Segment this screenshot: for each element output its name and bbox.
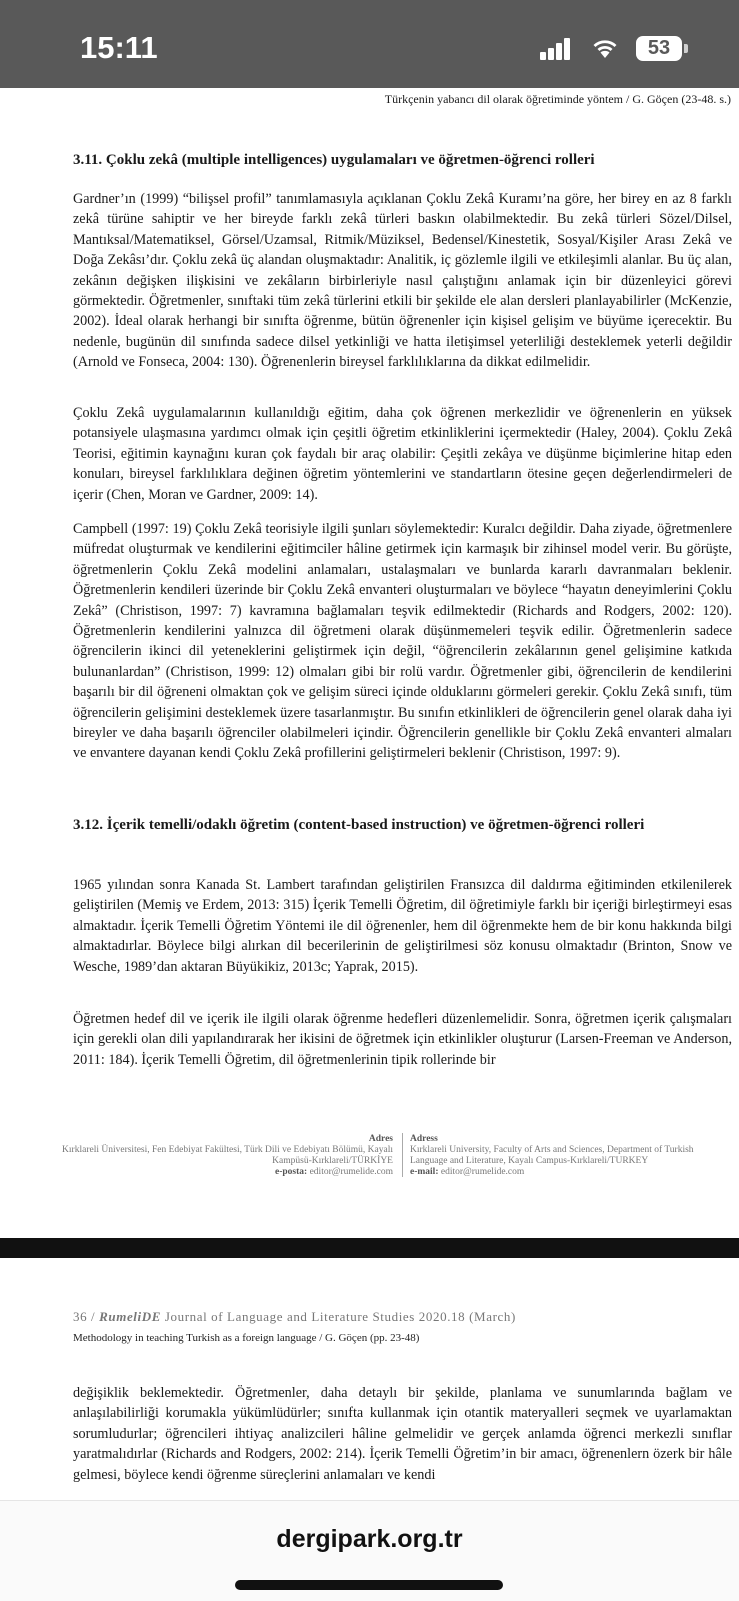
clock: 15:11 bbox=[80, 30, 158, 65]
footer-heading: Adres bbox=[368, 1134, 393, 1144]
footer-address: Kırklareli Üniversitesi, Fen Edebiyat Fakültesi, Türk Dili ve Edebiyatı Bölümü, Kayalı Kampüsü-Kırklareli/TÜRKİYE bbox=[62, 1145, 393, 1166]
paragraph: Gardner’ın (1999) “bilişsel profil” tanımlamasıyla açıklanan Çoklu Zekâ Kuramı’na göre, her birey en az 8 farklı zekâ türüne sahiptir ve her bireyde farklı zekâ türleri baskın olabilmektedir. Bu zekâ türleri Sözel/Dilsel, Mantıksal/Matematiksel, Görsel/Uzamsal, Ritmik/Müziksel, Bedensel/Kinestetik, Sosyal/Kişiler Arası Zekâ ve Doğa Zekâsı’dır. Çoklu zekâ üç alandan oluşmaktadır: Analitik, iç gözlemle ilgili ve etkileşimli alanlar. Bu üç alan, zekânın değişken ilişkisini ve zekâların birbirleriyle nasıl çalıştığını anlamak için bir düzenleyici görevi görmektedir. Öğretmenler, sınıftaki tüm zekâ türlerini etkili bir şekilde ele alan dersleri planlayabilirler (McKenzie, 2002). İdeal olarak herhangi bir sınıfta öğrenme, bütün öğrenenler için kişisel gelişim ve büyüme içerecektir. Bu nedenle, bugünün dil sınıfında sadece dilsel yetkinliği ve hatta iletişimsel yeterliliği desteklemek yeterli değildir (Arnold ve Fonseca, 2004: 130). Öğrenenlerin bireysel farklılıklarına da dikkat edilmelidir. bbox=[73, 191, 732, 371]
wifi-icon bbox=[590, 34, 620, 60]
paragraph: 1965 yılından sonra Kanada St. Lambert tarafından geliştirilen Fransızca dil daldırma eğitiminden etkilenilerek geliştirilen (Memiş ve Erdem, 2013: 315) İçerik Temelli Öğretim, dil öğretimiyle farklı bir içeriği birleştirmeyi esas almaktadır. İçerik Temelli Öğretim Yöntemi ile dil öğrenenler, hem dil öğrenmekte hem de bir konu hakkında bilgi almaktadırlar. Böylece bilgi alırkan dil becerilerinin de geliştirilmesi söz konusu olmaktadır (Brinton, Snow ve Wesche, 1989’dan aktaran Büyükikiz, 2013c; Yaprak, 2015). bbox=[73, 877, 732, 975]
footer-email[interactable]: editor@rumelide.com bbox=[309, 1167, 393, 1177]
journal-header: 36 / RumeliDE Journal of Language and Literature Studies 2020.18 (March) bbox=[73, 1309, 516, 1324]
paragraph: değişiklik beklemektedir. Öğretmenler, daha detaylı bir şekilde, planlama ve sunumlarında bağlam ve anlaşılabilirliği korumakla yükümlüdürler; sınıfta kullanmak için otantik materyalleri seçmek ve uyarlamaktan sorumludurlar; öğrencileri ihtiyaç analizcileri hâline gelmelidir ve gerçek anlamda öğrenci merkezli sınıflar yaratmalıdırlar (Richards and Rodgers, 2002: 214). İçerik Temelli Öğretim’in bir amacı, öğrenenlern özerk bir hâle gelmesi, böylece kendi öğrenme süreçlerini anlamaları ve kendi bbox=[73, 1385, 732, 1483]
page-separator bbox=[0, 1238, 739, 1258]
paragraph: Campbell (1997: 19) Çoklu Zekâ teorisiyle ilgili şunları söylemektedir: Kuralcı değildir. Daha ziyade, öğretmenlere müfredat oluşturmak ve kendilerini eğitimciler hâline getirmek için karmaşık bir zihinsel model verir. Bu görüşte, öğretmenlerin Çoklu Zekâ modelini anlamaları, ustalaşmaları ve bunlarda kararlı davranmaları beklenir. Öğretmenlerin kendileri üzerinde bir Çoklu Zekâ envanteri oluşturmaları ve böylece “hayatın deneyimlerini Çoklu Zekâ” (Christison, 1997: 7) kavramına bağlamaları teşvik edilmektedir (Richards and Rodgers, 2002: 120). Öğretmenlerin kendilerini yalnızca dil öğretmeni olarak düşünmemeleri teşvik edilir. Öğretmenlerin sadece öğrencilerin ikinci dil yeteneklerini geliştirmek için değil, “öğrencilerin zekâlarının genel gelişimine katkıda bulunanlardan” (Christison, 1999: 12) olmaları gibi bir rolü vardır. Öğretmenler gibi, öğrencilerin de kendilerini başarılı bir dil öğreneni olmaktan çok ve gelişim süreci içinde olduklarını görmeleri gerekir. Çoklu Zekâ sınıfı, tüm öğrencilerin gelişimini desteklemek üzere tasarlanmıştır. Bu sınıfın etkinlikleri de öğrencilerin genel olarak daha iyi bireyler ve daha başarılı öğrenciler olabilmeleri içindir. Öğrencilerin genellikle bir Çoklu Zekâ envanteri almaları ve envantere dayanan kendi Çoklu Zekâ profillerini geliştirmeleri beklenir (Christison, 1997: 9). bbox=[73, 521, 732, 762]
footer-email-label: e-posta: bbox=[275, 1167, 308, 1177]
footer-address: Kırklareli University, Faculty of Arts and Sciences, Department of Turkish Language and Literature, Kayalı Campus-Kırklareli/TURKEY bbox=[410, 1145, 694, 1166]
page-number: 36 bbox=[73, 1309, 88, 1324]
battery-tip bbox=[684, 44, 688, 53]
footer-address-en bbox=[410, 1134, 730, 1178]
journal-brand: RumeliDE bbox=[99, 1309, 161, 1324]
battery-level: 53 bbox=[647, 37, 671, 59]
footer-email[interactable]: editor@rumelide.com bbox=[440, 1167, 525, 1177]
home-indicator[interactable] bbox=[235, 1580, 503, 1590]
running-head: Türkçenin yabancı dil olarak öğretiminde yöntem / G. Göçen (23-48. s.) bbox=[384, 92, 731, 106]
footer-email-label: e-mail: bbox=[410, 1167, 439, 1177]
paragraph: Çoklu Zekâ uygulamalarının kullanıldığı eğitim, daha çok öğrenen merkezlidir ve öğrenenlerin en yüksek potansiyele ulaşmasına yardımcı olmak için çeşitli öğretim etkinliklerini içermektedir (Haley, 2004). Çoklu Zekâ Teorisi, eğitimin kaynağını kuran çok faydalı bir araç olabilir: Çeşitli zekâya ve düşünme biçimlerine hitap eden konuları, bireysel farklılıklara değinen öğretim yöntemlerini ve standartların ötesine geçen değerlendirmeleri de içerir (Chen, Moran ve Gardner, 2009: 14). bbox=[73, 405, 732, 503]
journal-title: Journal of Language and Literature Studies 2020.18 (March) bbox=[164, 1309, 516, 1324]
section-title-3-11: 3.11. Çoklu zekâ (multiple intelligences) uygulamaları ve öğretmen-öğrenci rolleri bbox=[73, 152, 595, 168]
section-title-3-12: 3.12. İçerik temelli/odaklı öğretim (content-based instruction) ve öğretmen-öğrenci rolleri bbox=[73, 817, 645, 833]
article-subtitle: Methodology in teaching Turkish as a foreign language / G. Göçen (pp. 23-48) bbox=[73, 1332, 420, 1344]
battery-icon bbox=[636, 36, 682, 61]
footer-address-tr bbox=[60, 1134, 393, 1178]
paragraph: Öğretmen hedef dil ve içerik ile ilgili olarak öğrenme hedefleri düzenlemelidir. Sonra, öğretmen içerik çalışmaları için gerekli olan dili yapılandırarak her ikisini de öğretmek için etkinlikler oluşturur (Larsen-Freeman ve Anderson, 2011: 184). İçerik Temelli Öğretim, dil öğretmenlerinin tipik rollerinde bir bbox=[73, 1011, 732, 1068]
footer-heading: Adress bbox=[410, 1134, 438, 1144]
footer-divider bbox=[402, 1133, 403, 1177]
address-bar[interactable]: dergipark.org.tr bbox=[276, 1525, 463, 1553]
status-bar bbox=[0, 0, 739, 88]
signal-icon bbox=[540, 38, 572, 60]
